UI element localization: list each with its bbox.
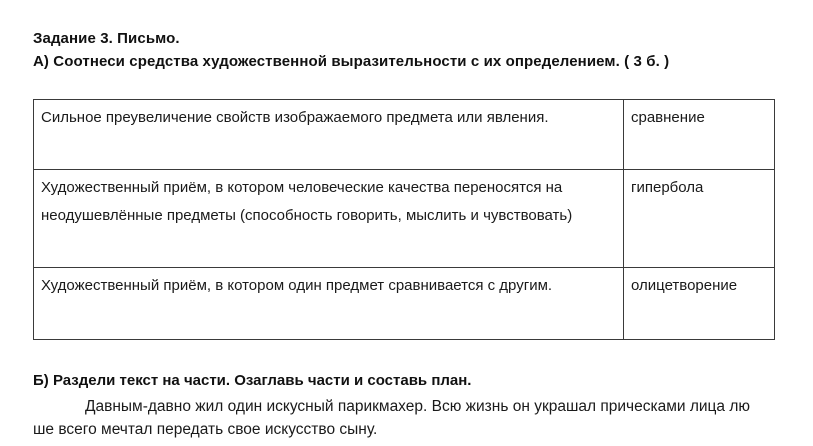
part-a-heading: А) Соотнеси средства художественной выразительности с их определением. ( 3 б. ) <box>33 53 670 70</box>
table-row <box>34 100 775 170</box>
term-cell <box>624 268 775 340</box>
table-row <box>34 170 775 268</box>
matching-table <box>33 99 775 340</box>
task-heading: Задание 3. Письмо. <box>33 30 180 47</box>
part-b-heading: Б) Раздели текст на части. Озаглавь части и составь план. <box>33 372 472 389</box>
term-text: олицетворение <box>631 277 738 294</box>
definition-text: Художественный приём, в котором один предмет сравнивается с другим. <box>41 277 553 294</box>
term-cell <box>624 100 775 170</box>
table-row <box>34 268 775 340</box>
term-cell <box>624 170 775 268</box>
definition-cell <box>34 170 624 268</box>
definition-text: Художественный приём, в котором человеческие качества переносятся на неодушевлённые предметы (способность говорить, мыслить и чувствовать) <box>41 179 573 224</box>
definition-text: Сильное преувеличение свойств изображаемого предмета или явления. <box>41 109 549 126</box>
definition-cell <box>34 100 624 170</box>
term-text: гипербола <box>631 179 704 196</box>
story-line: Давным-давно жил один искусный парикмахер. Всю жизнь он украшал прическами лица лю <box>85 398 751 415</box>
story-line: ше всего мечтал передать свое искусство сыну. <box>33 421 378 438</box>
term-text: сравнение <box>631 109 705 126</box>
definition-cell <box>34 268 624 340</box>
